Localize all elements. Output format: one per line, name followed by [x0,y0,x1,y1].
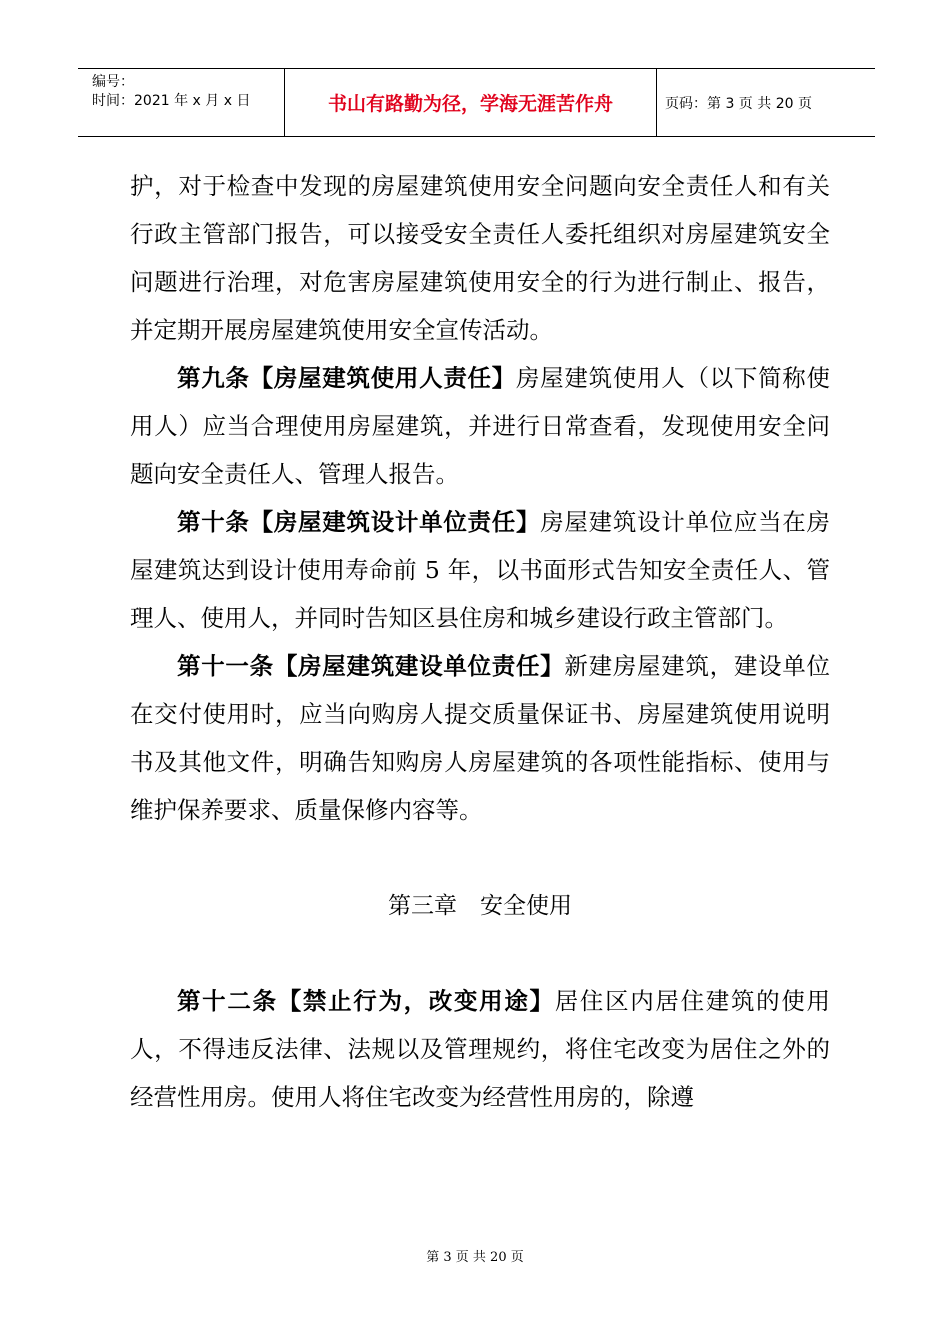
article-10-text: 房屋建筑设计单位应当在房屋建筑达到设计使用寿命前 5 年，以书面形式告知安全责任人、管理人、使用人，并同时告知区县住房和城乡建设行政主管部门。 [130,508,831,632]
article-10-title: 第十条【房屋建筑设计单位责任】 [177,508,541,536]
header-meta [78,69,285,136]
article-9-title: 第九条【房屋建筑使用人责任】 [177,364,516,392]
article-11-text: 新建房屋建筑，建设单位在交付使用时，应当向购房人提交质量保证书、房屋建筑使用说明书及其他文件，明确告知购房人房屋建筑的各项性能指标、使用与维护保养要求、质量保修内容等。 [130,652,831,824]
chapter-title: 第三章 安全使用 [388,893,572,919]
article-10 [130,498,830,642]
article-9-text: 房屋建筑使用人（以下简称使用人）应当合理使用房屋建筑，并进行日常查看，发现使用安全问题向安全责任人、管理人报告。 [130,364,831,488]
header-motto: 书山有路勤为径，学海无涯苦作舟 [285,69,657,136]
article-12-text: 居住区内居住建筑的使用人，不得违反法律、法规以及管理规约，将住宅改变为居住之外的经营性用房。使用人将住宅改变为经营性用房的，除遵 [130,987,831,1111]
document-number-label: 编号： [92,74,134,90]
document-body [130,162,830,1121]
article-12-title: 第十二条【禁止行为，改变用途】 [177,987,555,1015]
page-footer: 第 3 页 共 20 页 [426,1250,524,1265]
page-header [78,68,875,137]
article-12 [130,977,830,1121]
article-11-title: 第十一条【房屋建筑建设单位责任】 [177,652,565,680]
article-11 [130,642,830,834]
document-time-label: 时间：2021 年 x 月 x 日 [92,93,251,109]
continuation-paragraph: 护，对于检查中发现的房屋建筑使用安全问题向安全责任人和有关行政主管部门报告，可以接受安全责任人委托组织对房屋建筑安全问题进行治理，对危害房屋建筑使用安全的行为进行制止、报告，并定期开展房屋建筑使用安全宣传活动。 [130,172,830,344]
article-9 [130,354,830,498]
header-page-info: 页码：第 3 页 共 20 页 [665,95,812,112]
